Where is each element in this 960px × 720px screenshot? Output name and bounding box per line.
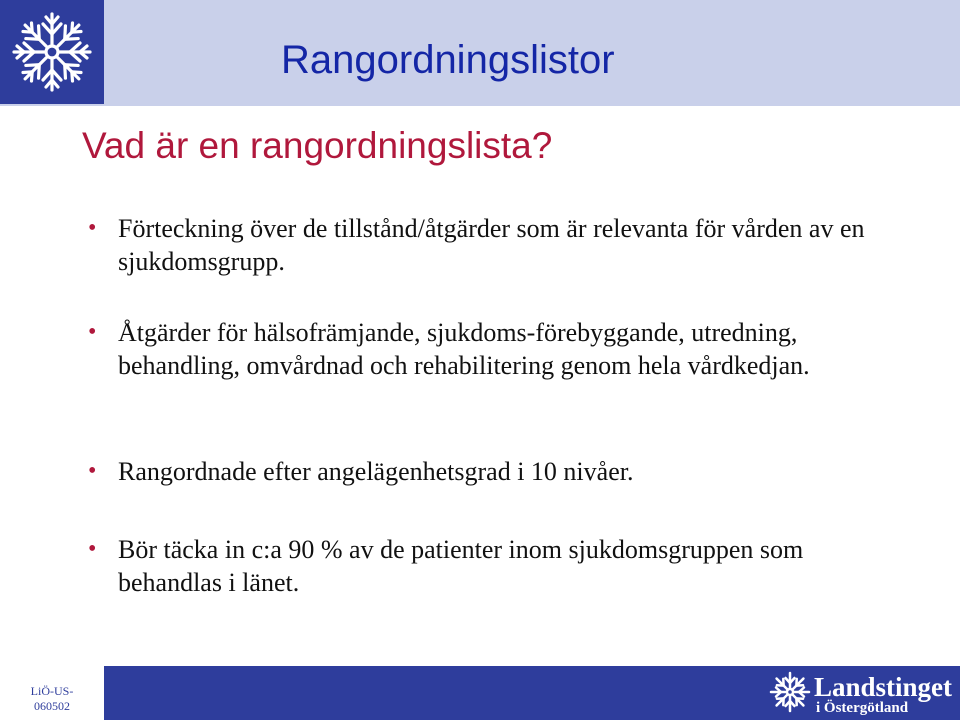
bullet-text: Rangordnade efter angelägenhetsgrad i 10 nivåer. bbox=[118, 457, 634, 486]
brand-name: Landstinget bbox=[814, 672, 953, 702]
footer-document-code bbox=[0, 666, 104, 720]
slide-subtitle: Vad är en rangordningslista? bbox=[82, 125, 553, 166]
snowflake-logo-icon bbox=[8, 8, 96, 96]
footer-code-line1: LiÖ-US- bbox=[30, 684, 74, 698]
bullet-text: Åtgärder för hälsofrämjande, sjukdoms-förebyggande, utredning, behandling, omvårdnad och rehabilitering genom hela vårdkedjan. bbox=[118, 318, 810, 380]
bullet-icon: • bbox=[88, 319, 97, 345]
footer-code-line2: 060502 bbox=[34, 699, 70, 713]
page-title: Rangordningslistor bbox=[281, 38, 615, 82]
brand-region: i Östergötland bbox=[816, 700, 909, 716]
bullet-icon: • bbox=[88, 536, 97, 562]
bullet-icon: • bbox=[88, 458, 97, 484]
footer-band bbox=[0, 666, 960, 720]
bullet-icon: • bbox=[88, 215, 97, 241]
bullet-text: Förteckning över de tillstånd/åtgärder som är relevanta för vården av en sjukdomsgrupp. bbox=[118, 214, 865, 276]
snowflake-logo-icon bbox=[768, 670, 812, 714]
bullet-text: Bör täcka in c:a 90 % av de patienter inom sjukdomsgruppen som behandlas i länet. bbox=[118, 535, 804, 597]
header-logo bbox=[0, 0, 104, 104]
